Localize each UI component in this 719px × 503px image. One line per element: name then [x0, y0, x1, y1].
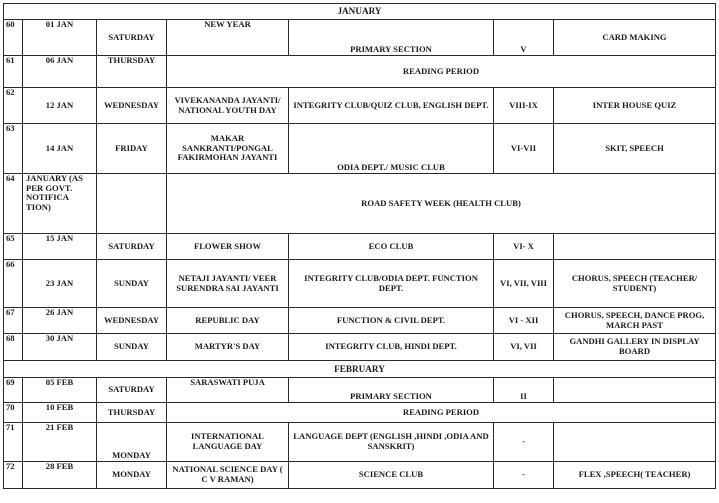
day-cell — [97, 174, 167, 234]
date-cell: JANUARY (AS PER GOVT. NOTIFICA TION) — [23, 174, 97, 234]
day-cell: MONDAY — [97, 462, 167, 489]
serial-number: 64 — [4, 174, 23, 234]
organizer-cell: ODIA DEPT./ MUSIC CLUB — [289, 124, 494, 174]
date-cell: 10 FEB — [23, 403, 97, 423]
class-cell: VI-VII — [494, 124, 554, 174]
table-row — [4, 124, 716, 174]
activity-cell: CARD MAKING — [554, 20, 716, 56]
activity-cell: GANDHI GALLERY IN DISPLAY BOARD — [554, 334, 716, 361]
date-cell: 30 JAN — [23, 334, 97, 361]
day-cell: THURSDAY — [97, 56, 167, 88]
road-safety-week-cell: ROAD SAFETY WEEK (HEALTH CLUB) — [167, 174, 716, 234]
class-cell: VI, VII, VIII — [494, 260, 554, 308]
class-cell: VI, VII — [494, 334, 554, 361]
class-cell: VI - XII — [494, 308, 554, 334]
class-cell: - — [494, 423, 554, 462]
activity-cell: CHORUS, SPEECH (TEACHER/ STUDENT) — [554, 260, 716, 308]
date-cell: 01 JAN — [23, 20, 97, 56]
organizer-cell: FUNCTION & CIVIL DEPT. — [289, 308, 494, 334]
table-row — [4, 174, 716, 234]
day-cell: MONDAY — [97, 423, 167, 462]
class-cell: V — [494, 20, 554, 56]
day-cell: SATURDAY — [97, 234, 167, 260]
calendar-table — [3, 3, 716, 489]
table-row — [4, 423, 716, 462]
organizer-cell: PRIMARY SECTION — [289, 378, 494, 403]
event-cell: MAKAR SANKRANTI/PONGAL FAKIRMOHAN JAYANTI — [167, 124, 289, 174]
activity-cell — [554, 234, 716, 260]
day-cell: SATURDAY — [97, 20, 167, 56]
event-cell: NATIONAL SCIENCE DAY ( C V RAMAN) — [167, 462, 289, 489]
table-row — [4, 56, 716, 88]
serial-number: 72 — [4, 462, 23, 489]
date-cell: 12 JAN — [23, 88, 97, 124]
serial-number: 60 — [4, 20, 23, 56]
month-heading: JANUARY — [4, 4, 716, 20]
event-cell: NETAJI JAYANTI/ VEER SURENDRA SAI JAYANTI — [167, 260, 289, 308]
day-cell: SATURDAY — [97, 378, 167, 403]
day-cell: WEDNESDAY — [97, 308, 167, 334]
activity-cell: SKIT, SPEECH — [554, 124, 716, 174]
date-cell: 21 FEB — [23, 423, 97, 462]
month-row-january — [4, 4, 716, 20]
class-cell: - — [494, 462, 554, 489]
date-cell: 06 JAN — [23, 56, 97, 88]
organizer-cell: LANGUAGE DEPT (ENGLISH ,HINDI ,ODIA AND SANSKRIT) — [289, 423, 494, 462]
day-cell: SUNDAY — [97, 260, 167, 308]
serial-number: 69 — [4, 378, 23, 403]
organizer-cell: INTEGRITY CLUB/QUIZ CLUB, ENGLISH DEPT. — [289, 88, 494, 124]
class-cell: VI- X — [494, 234, 554, 260]
table-row — [4, 20, 716, 56]
serial-number: 68 — [4, 334, 23, 361]
event-cell: MARTYR'S DAY — [167, 334, 289, 361]
activity-cell: INTER HOUSE QUIZ — [554, 88, 716, 124]
day-cell: FRIDAY — [97, 124, 167, 174]
table-row — [4, 378, 716, 403]
reading-period-cell: READING PERIOD — [167, 56, 716, 88]
event-cell: SARASWATI PUJA — [167, 378, 289, 403]
table-row — [4, 403, 716, 423]
activity-calendar — [3, 3, 715, 489]
event-cell: NEW YEAR — [167, 20, 289, 56]
table-row — [4, 234, 716, 260]
table-row — [4, 260, 716, 308]
date-cell: 28 FEB — [23, 462, 97, 489]
table-row — [4, 88, 716, 124]
class-cell: VIII-IX — [494, 88, 554, 124]
day-cell: SUNDAY — [97, 334, 167, 361]
serial-number: 63 — [4, 124, 23, 174]
serial-number: 67 — [4, 308, 23, 334]
table-row — [4, 308, 716, 334]
activity-cell — [554, 423, 716, 462]
date-cell: 05 FEB — [23, 378, 97, 403]
serial-number: 65 — [4, 234, 23, 260]
day-cell: THURSDAY — [97, 403, 167, 423]
organizer-cell: INTEGRITY CLUB, HINDI DEPT. — [289, 334, 494, 361]
event-cell: INTERNATIONAL LANGUAGE DAY — [167, 423, 289, 462]
organizer-cell: PRIMARY SECTION — [289, 20, 494, 56]
date-cell: 26 JAN — [23, 308, 97, 334]
reading-period-cell: READING PERIOD — [167, 403, 716, 423]
table-row — [4, 334, 716, 361]
date-cell: 15 JAN — [23, 234, 97, 260]
date-cell: 23 JAN — [23, 260, 97, 308]
month-row-february — [4, 361, 716, 378]
serial-number: 61 — [4, 56, 23, 88]
day-cell: WEDNESDAY — [97, 88, 167, 124]
serial-number: 62 — [4, 88, 23, 124]
serial-number: 66 — [4, 260, 23, 308]
activity-cell: FLEX ,SPEECH( TEACHER) — [554, 462, 716, 489]
serial-number: 70 — [4, 403, 23, 423]
activity-cell — [554, 378, 716, 403]
class-cell: II — [494, 378, 554, 403]
organizer-cell: ECO CLUB — [289, 234, 494, 260]
organizer-cell: SCIENCE CLUB — [289, 462, 494, 489]
activity-cell: CHORUS, SPEECH, DANCE PROG, MARCH PAST — [554, 308, 716, 334]
date-cell: 14 JAN — [23, 124, 97, 174]
event-cell: FLOWER SHOW — [167, 234, 289, 260]
month-heading: FEBRUARY — [4, 361, 716, 378]
serial-number: 71 — [4, 423, 23, 462]
event-cell: REPUBLIC DAY — [167, 308, 289, 334]
event-cell: VIVEKANANDA JAYANTI/ NATIONAL YOUTH DAY — [167, 88, 289, 124]
organizer-cell: INTEGRITY CLUB/ODIA DEPT. FUNCTION DEPT. — [289, 260, 494, 308]
table-row — [4, 462, 716, 489]
